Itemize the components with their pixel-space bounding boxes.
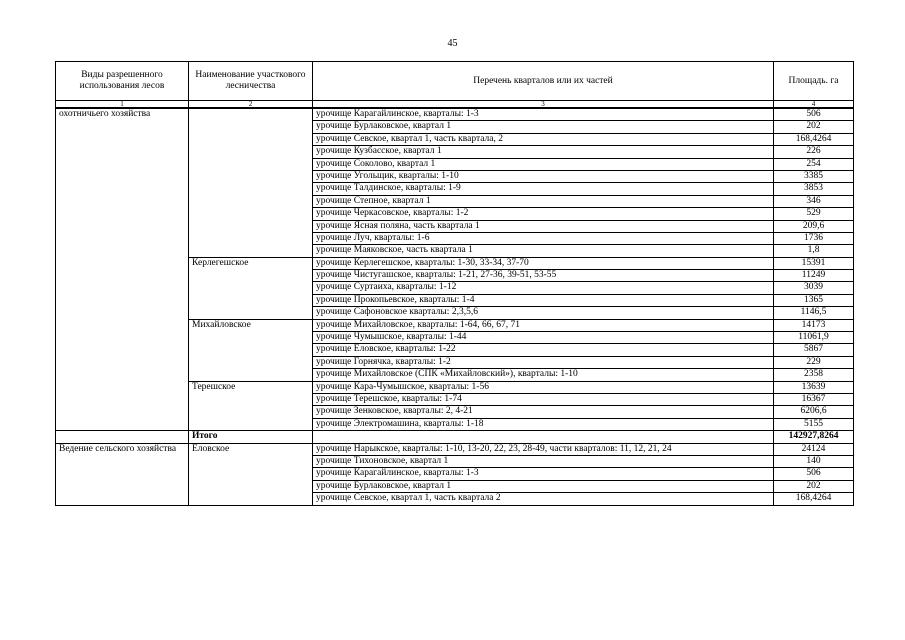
area-cell: 1736 bbox=[774, 232, 854, 244]
quarters-cell: урочище Сафоновское кварталы: 2,3,5,6 bbox=[313, 307, 774, 319]
forestry-cell: Терешское bbox=[189, 381, 313, 431]
area-cell: 5155 bbox=[774, 418, 854, 430]
quarters-cell: урочище Угольщик, кварталы: 1-10 bbox=[313, 170, 774, 182]
area-cell: 168,4264 bbox=[774, 133, 854, 145]
area-cell: 140 bbox=[774, 455, 854, 467]
column-number: 2 bbox=[189, 101, 313, 109]
column-number: 3 bbox=[313, 101, 774, 109]
area-cell: 14173 bbox=[774, 319, 854, 331]
header-row bbox=[56, 62, 854, 101]
area-cell: 3039 bbox=[774, 282, 854, 294]
use-type-cell: Ведение сельского хозяйства bbox=[56, 443, 189, 505]
header-forestry: Наименование участкового лесничества bbox=[189, 62, 313, 101]
area-cell: 13639 bbox=[774, 381, 854, 393]
quarters-cell: урочище Талдинское, кварталы: 1-9 bbox=[313, 183, 774, 195]
quarters-cell: урочище Суртаиха, кварталы: 1-12 bbox=[313, 282, 774, 294]
area-cell: 15391 bbox=[774, 257, 854, 269]
table-body-hunting bbox=[56, 108, 854, 431]
area-cell: 1,8 bbox=[774, 245, 854, 257]
header-quarters-list: Перечень кварталов или их частей bbox=[313, 62, 774, 101]
quarters-cell: урочище Михайловское (СПК «Михайловский»), кварталы: 1-10 bbox=[313, 369, 774, 381]
column-number: 4 bbox=[774, 101, 854, 109]
column-number: 1 bbox=[56, 101, 189, 109]
area-cell: 346 bbox=[774, 195, 854, 207]
table-row bbox=[56, 443, 854, 455]
area-cell: 209,6 bbox=[774, 220, 854, 232]
total-row bbox=[56, 431, 854, 443]
header-use-type: Виды разрешенного использования лесов bbox=[56, 62, 189, 101]
quarters-cell: урочище Севское, квартал 1, часть квартала, 2 bbox=[313, 133, 774, 145]
header-area: Площадь. га bbox=[774, 62, 854, 101]
quarters-cell: урочище Маяковское, часть квартала 1 bbox=[313, 245, 774, 257]
table-cell bbox=[313, 431, 774, 443]
area-cell: 1365 bbox=[774, 294, 854, 306]
forestry-cell: Керлегешское bbox=[189, 257, 313, 319]
forestry-cell bbox=[189, 108, 313, 257]
quarters-cell: урочище Луч, кварталы: 1-6 bbox=[313, 232, 774, 244]
forestry-cell: Еловское bbox=[189, 443, 313, 505]
column-number-row bbox=[56, 101, 854, 109]
quarters-cell: урочище Севское, квартал 1, часть квартала 2 bbox=[313, 493, 774, 505]
area-cell: 226 bbox=[774, 146, 854, 158]
area-cell: 5867 bbox=[774, 344, 854, 356]
quarters-cell: урочище Горнячка, кварталы: 1-2 bbox=[313, 356, 774, 368]
area-cell: 3385 bbox=[774, 170, 854, 182]
quarters-cell: урочище Бурлаковское, квартал 1 bbox=[313, 480, 774, 492]
quarters-cell: урочище Нарыкское, кварталы: 1-10, 13-20, 22, 23, 28-49, части кварталов: 11, 12, 21, 24 bbox=[313, 443, 774, 455]
quarters-cell: урочище Степное, квартал 1 bbox=[313, 195, 774, 207]
area-cell: 11061,9 bbox=[774, 332, 854, 344]
quarters-cell: урочище Карагайлинское, кварталы: 1-3 bbox=[313, 468, 774, 480]
area-cell: 3853 bbox=[774, 183, 854, 195]
quarters-cell: урочище Чумышское, кварталы: 1-44 bbox=[313, 332, 774, 344]
area-cell: 11249 bbox=[774, 270, 854, 282]
area-cell: 202 bbox=[774, 480, 854, 492]
table-cell bbox=[56, 431, 189, 443]
area-cell: 168,4264 bbox=[774, 493, 854, 505]
quarters-cell: урочище Соколово, квартал 1 bbox=[313, 158, 774, 170]
quarters-cell: урочище Электромашина, кварталы: 1-18 bbox=[313, 418, 774, 430]
table-row bbox=[56, 108, 854, 121]
quarters-cell: урочище Тихоновское, квартал 1 bbox=[313, 455, 774, 467]
quarters-cell: урочище Черкасовское, кварталы: 1-2 bbox=[313, 208, 774, 220]
quarters-cell: урочище Ясная поляна, часть квартала 1 bbox=[313, 220, 774, 232]
area-cell: 6206,6 bbox=[774, 406, 854, 418]
area-cell: 254 bbox=[774, 158, 854, 170]
page-number: 45 bbox=[447, 38, 458, 49]
quarters-cell: урочище Бурлаковское, квартал 1 bbox=[313, 121, 774, 133]
forestry-cell: Михайловское bbox=[189, 319, 313, 381]
area-cell: 24124 bbox=[774, 443, 854, 455]
total-label: Итого bbox=[189, 431, 313, 443]
total-area: 142927,8264 bbox=[774, 431, 854, 443]
table-total bbox=[56, 431, 854, 443]
area-cell: 506 bbox=[774, 468, 854, 480]
table-body-agriculture bbox=[56, 443, 854, 505]
area-cell: 16367 bbox=[774, 393, 854, 405]
area-cell: 529 bbox=[774, 208, 854, 220]
area-cell: 1146,5 bbox=[774, 307, 854, 319]
area-cell: 229 bbox=[774, 356, 854, 368]
area-cell: 2358 bbox=[774, 369, 854, 381]
quarters-cell: урочище Прокопьевское, кварталы: 1-4 bbox=[313, 294, 774, 306]
quarters-cell: урочище Керлегешское, кварталы: 1-30, 33-34, 37-70 bbox=[313, 257, 774, 269]
quarters-cell: урочище Кара-Чумышское, кварталы: 1-56 bbox=[313, 381, 774, 393]
forest-use-table bbox=[55, 61, 854, 506]
quarters-cell: урочище Еловское, кварталы: 1-22 bbox=[313, 344, 774, 356]
area-cell: 202 bbox=[774, 121, 854, 133]
quarters-cell: урочище Карагайлинское, кварталы: 1-3 bbox=[313, 108, 774, 121]
quarters-cell: урочище Михайловское, кварталы: 1-64, 66, 67, 71 bbox=[313, 319, 774, 331]
area-cell: 506 bbox=[774, 108, 854, 121]
quarters-cell: урочище Зенковское, кварталы: 2, 4-21 bbox=[313, 406, 774, 418]
quarters-cell: урочище Терешское, кварталы: 1-74 bbox=[313, 393, 774, 405]
quarters-cell: урочище Чистугашское, кварталы: 1-21, 27-36, 39-51, 53-55 bbox=[313, 270, 774, 282]
quarters-cell: урочище Кузбасское, квартал 1 bbox=[313, 146, 774, 158]
use-type-cell: охотничьего хозяйства bbox=[56, 108, 189, 431]
